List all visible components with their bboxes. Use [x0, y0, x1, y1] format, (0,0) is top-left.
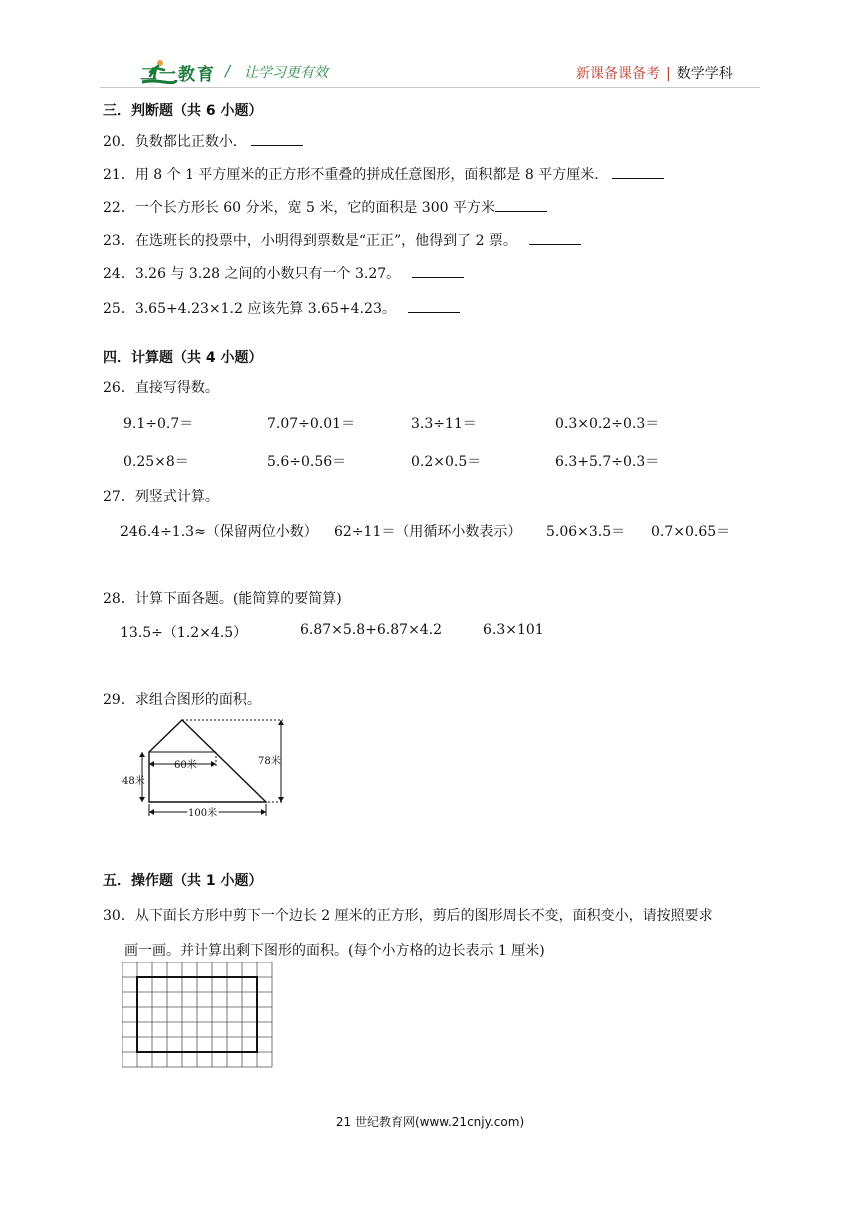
question-25: [103, 298, 460, 318]
calc-item: 5.6÷0.56＝: [267, 454, 347, 470]
calc-item: 0.3×0.2÷0.3＝: [555, 416, 660, 432]
label-48m: 48米: [122, 776, 145, 787]
question-22: [103, 197, 547, 217]
answer-blank[interactable]: [251, 133, 303, 146]
calc-item: 9.1÷0.7＝: [123, 416, 194, 432]
question-21: [103, 164, 664, 184]
label-78m: 78米: [258, 756, 281, 767]
logo-text: 二一教育: [140, 65, 216, 85]
answer-blank[interactable]: [495, 199, 547, 212]
question-27: 27．列竖式计算。: [103, 489, 219, 505]
vertical-calc-item: 5.06×3.5＝: [546, 524, 626, 540]
question-29: 29．求组合图形的面积。: [103, 692, 261, 708]
composite-figure: [118, 712, 298, 824]
header-subject: 数学学科: [676, 66, 733, 82]
label-100m: 100米: [188, 808, 218, 819]
simplify-item: 6.87×5.8+6.87×4.2: [300, 622, 443, 638]
question-20: [103, 131, 303, 151]
question-21-text: 21．用 8 个 1 平方厘米的正方形不重叠的拼成任意图形，面积都是 8 平方厘米．: [103, 167, 609, 183]
answer-blank[interactable]: [412, 265, 464, 278]
vertical-calc-item: 246.4÷1.3≈（保留两位小数）: [120, 524, 318, 540]
calc-item: 7.07÷0.01＝: [267, 416, 356, 432]
answer-blank[interactable]: [408, 300, 460, 313]
vertical-calc-item: 0.7×0.65＝: [651, 524, 731, 540]
vertical-calc-item: 62÷11＝（用循环小数表示）: [334, 524, 522, 540]
label-60m: 60米: [174, 760, 197, 771]
calc-item: 0.2×0.5＝: [411, 454, 482, 470]
question-24: [103, 263, 464, 283]
question-24-text: 24．3.26 与 3.28 之间的小数只有一个 3.27。: [103, 266, 401, 282]
answer-blank[interactable]: [612, 166, 664, 179]
simplify-item: 6.3×101: [483, 622, 544, 638]
header-rule: [100, 87, 760, 88]
question-26: 26．直接写得数。: [103, 380, 219, 396]
question-30-line2: 画一画。并计算出剩下图形的面积。(每个小方格的边长表示 1 厘米): [124, 943, 545, 959]
slogan-separator: /: [225, 62, 231, 80]
section-4-title: 四．计算题（共 4 小题）: [103, 350, 263, 366]
question-20-text: 20．负数都比正数小．: [103, 134, 247, 150]
header-divider: |: [666, 66, 671, 82]
simplify-item: 13.5÷（1.2×4.5）: [120, 625, 248, 641]
question-23: [103, 230, 581, 250]
grid-figure: [122, 962, 274, 1070]
answer-blank[interactable]: [529, 232, 581, 245]
question-30-line1: 30．从下面长方形中剪下一个边长 2 厘米的正方形，剪后的图形周长不变，面积变小，请按照要求: [103, 908, 713, 924]
slogan: 让学习更有效: [244, 65, 328, 81]
question-23-text: 23．在选班长的投票中，小明得到票数是“正正”，他得到了 2 票。: [103, 233, 517, 249]
calc-item: 3.3÷11＝: [411, 416, 477, 432]
header-course: 新课备课备考: [576, 66, 660, 82]
page-footer: 21 世纪教育网(www.21cnjy.com): [335, 1115, 525, 1129]
section-3-title: 三．判断题（共 6 小题）: [103, 103, 263, 119]
header-right: [576, 63, 733, 83]
question-22-text: 22．一个长方形长 60 分米，宽 5 米，它的面积是 300 平方米: [103, 200, 495, 216]
calc-item: 6.3+5.7÷0.3＝: [555, 454, 660, 470]
calc-item: 0.25×8＝: [123, 454, 189, 470]
question-25-text: 25．3.65+4.23×1.2 应该先算 3.65+4.23。: [103, 301, 396, 317]
question-28: 28．计算下面各题。(能简算的要简算): [103, 591, 342, 607]
section-5-title: 五．操作题（共 1 小题）: [103, 873, 263, 889]
